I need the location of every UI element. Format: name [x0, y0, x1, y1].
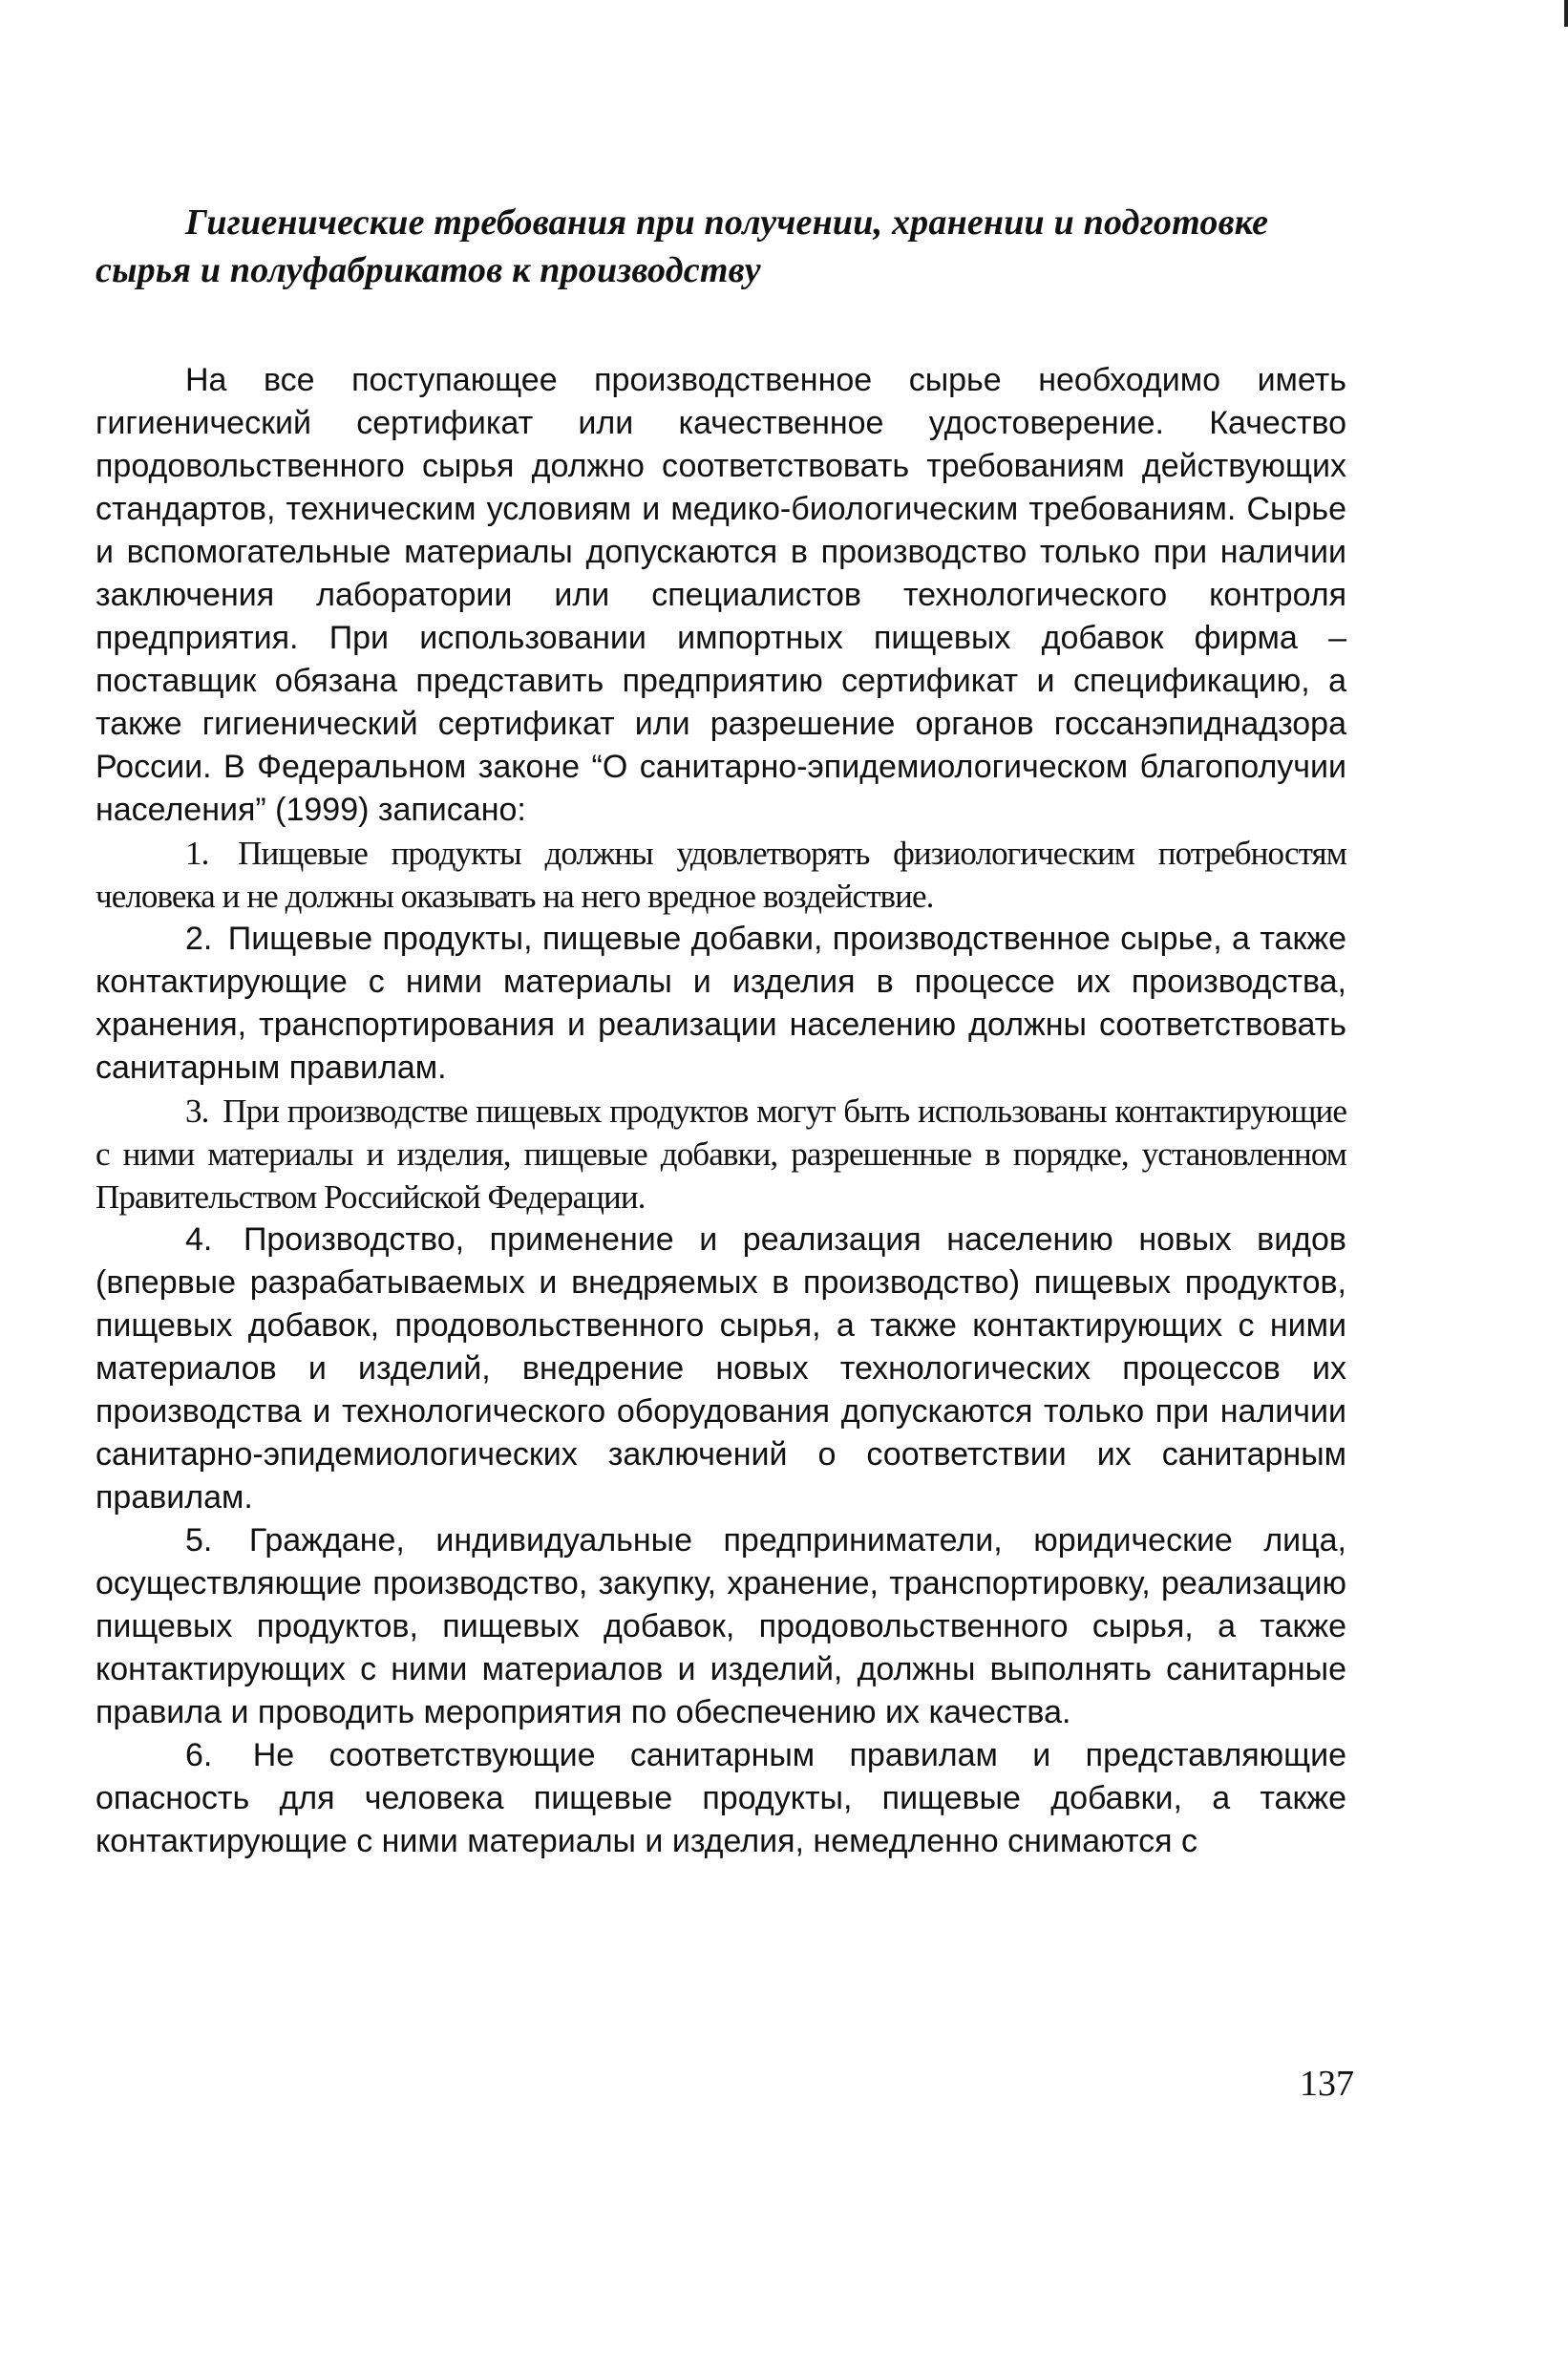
list-item-text: Не соответствующие санитарным правилам и представляющие опасность для человека пищевые продукты, пищевые добавки, а также контактирующие с ними материалы и изделия, немедленно снимаются с	[95, 1737, 1346, 1859]
list-item-2	[95, 918, 1346, 1090]
list-item-text: Производство, применение и реализация населению новых видов (впервые разрабатываемых и внедряемых в производство) пищевых продуктов, пищевых добавок, продовольственного сырья, а также контактирующих с ними материалов и изделий, внедрение новых технологических процессов их производства и технологического оборудования допускаются только при наличии санитарно-эпидемиологических заключений о соответствии их санитарным правилам.	[95, 1221, 1346, 1516]
list-item-3	[95, 1090, 1346, 1219]
list-item-number: 2.	[185, 921, 213, 957]
list-item-1	[95, 832, 1346, 918]
list-item-number: 3.	[185, 1092, 209, 1130]
list-item-number: 1.	[185, 835, 209, 872]
list-item-text: Пищевые продукты, пищевые добавки, производственное сырье, а также контактирующие с ними материалы и изделия в процессе их производства, хранения, транспортирования и реализации населению должны соответствовать санитарным правилам.	[95, 921, 1346, 1086]
list-item-text: При производстве пищевых продуктов могут быть использованы контактирующие с ними материалы и изделия, пищевые добавки, разрешенные в порядке, установленном Правительством Российской Федерации.	[95, 1092, 1346, 1216]
section-heading: Гигиенические требования при получении, хранении и подготовке сырья и полуфабрикатов к производству	[95, 202, 1269, 290]
list-item-5	[95, 1519, 1346, 1734]
scan-edge-mark	[1564, 0, 1568, 27]
list-item-text: Граждане, индивидуальные предприниматели, юридические лица, осуществляющие производство, закупку, хранение, транспортировку, реализацию пищевых продуктов, пищевых добавок, продовольственного сырья, а также контактирующих с ними материалов и изделий, должны выполнять санитарные правила и проводить мероприятия по обеспечению их качества.	[95, 1522, 1347, 1730]
page-content	[95, 199, 1346, 1863]
body-text	[95, 359, 1346, 1863]
intro-paragraph: На все поступающее производственное сырье необходимо иметь гигиенический сертификат или качественное удостоверение. Качество продовольственного сырья должно соответствовать требованиям действующих стандартов, техническим условиям и медико-биологическим требованиям. Сырье и вспомогательные материалы допускаются в производство только при наличии заключения лаборатории или специалистов технологического контроля предприятия. При использовании импортных пищевых добавок фирма – поставщик обязана представить предприятию сертификат и спецификацию, а также гигиенический сертификат или разрешение органов госсанэпиднадзора России. В Федеральном законе “О санитарно-эпидемиологическом благополучии населения” (1999) записано:	[95, 362, 1346, 828]
list-item-number: 6.	[185, 1737, 213, 1773]
list-item-number: 4.	[185, 1221, 213, 1258]
page-number: 137	[1300, 2064, 1354, 2104]
list-item-4	[95, 1219, 1346, 1519]
list-item-6	[95, 1734, 1346, 1863]
list-item-text: Пищевые продукты должны удовлетворять физиологическим потребностям человека и не должны оказывать на него вредное воздействие.	[95, 835, 1346, 915]
list-item-number: 5.	[185, 1522, 213, 1559]
